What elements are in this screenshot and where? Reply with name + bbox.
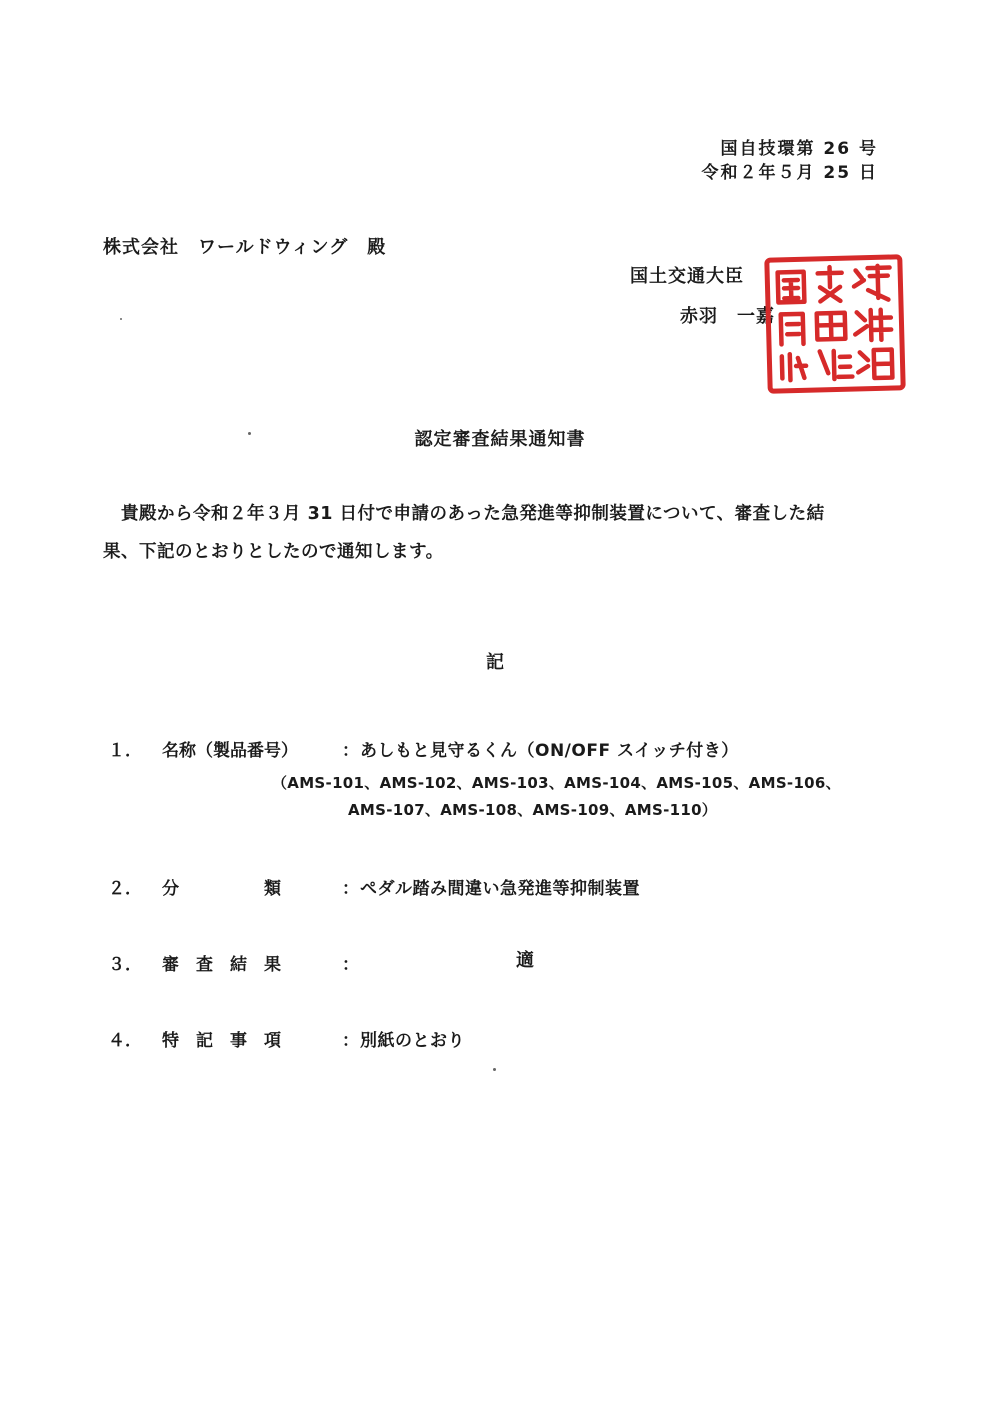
document-title: 認定審査結果通知書 bbox=[414, 429, 586, 450]
scan-speck bbox=[493, 1068, 496, 1071]
item-2-value: ペダル踏み間違い急発進等抑制装置 bbox=[360, 879, 640, 899]
sender-name: 赤羽 一嘉 bbox=[680, 306, 775, 327]
body-line-1: 貴殿から令和２年３月 31 日付で申請のあった急発進等抑制装置について、審査した結 bbox=[121, 504, 825, 524]
item-3-colon: ： bbox=[342, 955, 359, 975]
body-paragraph bbox=[103, 495, 903, 571]
item-1-label: 名称（製品番号） bbox=[162, 741, 298, 761]
document-date: 令和２年５月 25 日 bbox=[701, 163, 878, 183]
item-4-colon: ： bbox=[342, 1031, 359, 1051]
item-4-label: 特 記 事 項 bbox=[162, 1031, 281, 1051]
body-line-2: 果、下記のとおりとしたので通知します。 bbox=[103, 542, 444, 562]
item-4-number: ４． bbox=[108, 1031, 142, 1051]
item-4-value: 別紙のとおり bbox=[360, 1031, 465, 1051]
item-3-value: 適 bbox=[516, 950, 534, 971]
official-seal-icon bbox=[764, 254, 906, 394]
scan-speck bbox=[120, 318, 122, 320]
item-2-colon: ： bbox=[342, 879, 359, 899]
model-numbers-line-1: （AMS-101、AMS-102、AMS-103、AMS-104、AMS-105、AMS-106、 bbox=[272, 774, 841, 792]
scan-speck bbox=[248, 432, 251, 435]
item-3-label: 審 査 結 果 bbox=[162, 955, 281, 975]
sender-title: 国土交通大臣 bbox=[630, 266, 744, 287]
model-numbers bbox=[272, 770, 841, 824]
document-number: 国自技環第 26 号 bbox=[720, 139, 878, 159]
item-1-number: １． bbox=[108, 741, 142, 761]
addressee: 株式会社 ワールドウィング 殿 bbox=[103, 237, 387, 258]
item-2-number: ２． bbox=[108, 879, 142, 899]
model-numbers-line-2: AMS-107、AMS-108、AMS-109、AMS-110） bbox=[348, 801, 718, 819]
document-header bbox=[702, 137, 879, 185]
item-1-value: あしもと見守るくん（ON/OFF スイッチ付き） bbox=[360, 741, 739, 761]
item-1-colon: ： bbox=[342, 741, 359, 761]
item-3-number: ３． bbox=[108, 955, 142, 975]
item-2-label: 分 類 bbox=[162, 879, 281, 899]
notes-heading: 記 bbox=[486, 652, 504, 673]
